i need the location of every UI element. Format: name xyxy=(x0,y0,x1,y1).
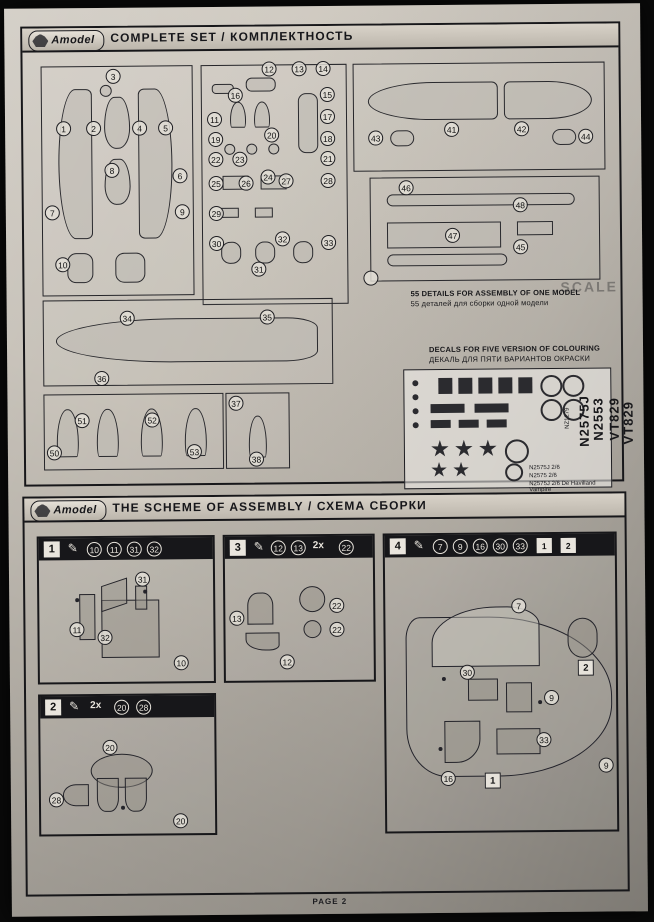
step-4-part: 9 xyxy=(453,538,468,553)
part-number: 2 xyxy=(86,121,101,136)
decal-mark xyxy=(458,378,472,394)
part-number: 6 xyxy=(172,168,187,183)
step-3 xyxy=(223,534,376,683)
sprue-d xyxy=(43,298,334,387)
callout: 9 xyxy=(599,758,614,773)
step-3-part: 22 xyxy=(339,539,354,554)
part-number: 29 xyxy=(209,206,224,221)
logo-mark-icon xyxy=(34,504,50,517)
callout: 31 xyxy=(135,572,150,587)
decal-mark xyxy=(431,420,451,428)
brand-logo xyxy=(28,30,104,52)
part-number: 9 xyxy=(175,204,190,219)
part-number: 4 xyxy=(132,121,147,136)
part-number: 10 xyxy=(55,257,70,272)
part-shape xyxy=(104,97,130,149)
part-shape xyxy=(230,102,246,128)
step-4-square: 2 xyxy=(561,537,576,552)
decal-roundel xyxy=(540,375,562,397)
sprue-e xyxy=(43,393,224,471)
step-4-number: 4 xyxy=(390,538,406,554)
part-number: 3 xyxy=(106,69,121,84)
glue-icon: ✎ xyxy=(253,539,264,554)
brand-logo-2 xyxy=(30,500,106,522)
part-number: 16 xyxy=(228,88,243,103)
decal-mark xyxy=(413,408,419,414)
glue-icon: ✎ xyxy=(69,699,80,714)
page-footer: PAGE 2 xyxy=(312,896,348,907)
callout: 20 xyxy=(173,813,188,828)
step-3-part: 13 xyxy=(291,540,306,555)
callout-square: 2 xyxy=(578,660,594,676)
decal-mark xyxy=(431,404,465,413)
step-2-part: 20 xyxy=(114,699,129,714)
glue-icon: ✎ xyxy=(67,541,78,556)
glue-point xyxy=(143,590,147,594)
decal-serial: N2575J xyxy=(576,395,592,447)
step-4-part: 7 xyxy=(433,538,448,553)
step-1-part: 11 xyxy=(107,541,122,556)
part-number: 51 xyxy=(75,413,90,428)
glue-icon: ✎ xyxy=(413,538,424,553)
part-shape xyxy=(221,242,241,264)
part-number: 27 xyxy=(278,173,293,188)
part-number: 46 xyxy=(399,180,414,195)
part-shape xyxy=(100,85,112,97)
brand-name: Amodel xyxy=(51,34,95,47)
step-1 xyxy=(37,535,216,685)
callout: 22 xyxy=(329,622,344,637)
callout: 7 xyxy=(511,598,526,613)
decal-serial-small: NZ1279 xyxy=(564,407,571,429)
decal-label: N2575J 2/6 xyxy=(529,464,560,472)
complete-set-title-bar xyxy=(22,23,618,52)
callout: 11 xyxy=(69,622,84,637)
part-shape xyxy=(138,88,173,238)
part-number: 1 xyxy=(56,121,71,136)
callout: 30 xyxy=(460,665,475,680)
glue-point xyxy=(442,677,446,681)
callout: 12 xyxy=(280,654,295,669)
complete-set-title: COMPLETE SET / КОМПЛЕКТНОСТЬ xyxy=(110,28,354,45)
callout: 16 xyxy=(441,771,456,786)
part-number: 47 xyxy=(445,228,460,243)
logo-mark-icon xyxy=(32,34,48,47)
sprue-c-upper xyxy=(353,62,606,172)
part-number: 31 xyxy=(251,262,266,277)
decal-mark xyxy=(518,377,532,393)
step-2-multiplier: 2x xyxy=(90,699,102,712)
part-number xyxy=(363,271,378,286)
part-number: 14 xyxy=(316,61,331,76)
callout: 33 xyxy=(536,732,551,747)
part-shape xyxy=(56,317,318,363)
decals-note-en: DECALS FOR FIVE VERSION OF COLOURING xyxy=(429,343,601,355)
decal-roundel xyxy=(505,463,523,481)
part-number: 32 xyxy=(275,231,290,246)
step-3-header xyxy=(225,536,373,559)
decal-star xyxy=(479,440,497,458)
decal-roundel xyxy=(562,375,584,397)
part-number: 12 xyxy=(262,61,277,76)
scale-ghost-text: SCALE xyxy=(560,278,619,295)
part-number: 30 xyxy=(209,236,224,251)
part-shape xyxy=(517,221,553,235)
part-shape xyxy=(268,143,279,154)
details-note-ru: 55 деталей для сборки одной модели xyxy=(410,298,549,309)
decal-mark xyxy=(413,422,419,428)
decal-star xyxy=(455,440,473,458)
step-3-part: 12 xyxy=(271,540,286,555)
decal-serial: VT829 xyxy=(620,400,636,445)
step-2-number: 2 xyxy=(45,699,61,715)
step-2 xyxy=(38,693,217,837)
step-3-multiplier: 2x xyxy=(312,540,324,552)
part-number: 8 xyxy=(104,163,119,178)
glue-point xyxy=(538,700,542,704)
decal-mark xyxy=(475,403,509,412)
assembly-part xyxy=(246,632,280,650)
part-number: 36 xyxy=(94,371,109,386)
part-shape xyxy=(246,144,257,155)
part-number: 45 xyxy=(513,239,528,254)
part-shape xyxy=(97,409,119,457)
part-number: 34 xyxy=(120,311,135,326)
assembly-part xyxy=(506,682,532,712)
part-shape xyxy=(58,89,93,239)
part-shape xyxy=(387,221,501,248)
step-4-square: 1 xyxy=(537,538,552,553)
decal-roundel xyxy=(540,399,562,421)
part-number: 42 xyxy=(514,121,529,136)
assembly-part xyxy=(303,620,321,638)
part-shape xyxy=(390,130,414,146)
part-number: 53 xyxy=(187,444,202,459)
part-shape xyxy=(387,193,575,207)
decal-mark xyxy=(412,394,418,400)
part-number: 24 xyxy=(260,169,275,184)
part-number: 19 xyxy=(208,132,223,147)
decal-mark xyxy=(498,377,512,393)
part-number: 35 xyxy=(260,309,275,324)
step-4-part: 33 xyxy=(513,538,528,553)
part-number: 28 xyxy=(320,173,335,188)
complete-set-section xyxy=(20,21,636,494)
decal-star xyxy=(453,462,469,478)
decal-label: N2575 2/6 xyxy=(529,472,557,480)
part-shape xyxy=(255,241,275,263)
assembly-part xyxy=(97,778,119,812)
part-number: 44 xyxy=(578,129,593,144)
instruction-page xyxy=(4,3,648,917)
glue-point xyxy=(121,806,125,810)
sprue-c-lower xyxy=(370,176,601,282)
part-shape xyxy=(504,81,592,120)
part-number: 7 xyxy=(45,205,60,220)
decal-sheet xyxy=(403,368,636,494)
assembly-part xyxy=(496,728,540,754)
callout-square: 1 xyxy=(485,772,501,788)
step-1-header xyxy=(39,537,213,561)
decal-mark xyxy=(459,420,479,428)
brand-name-2: Amodel xyxy=(53,504,97,517)
step-3-number: 3 xyxy=(230,540,246,556)
part-shape xyxy=(115,253,145,283)
assembly-title: THE SCHEME OF ASSEMBLY / СХЕМА СБОРКИ xyxy=(112,498,427,515)
part-shape xyxy=(552,129,576,145)
part-shape xyxy=(246,77,276,91)
part-number: 5 xyxy=(158,120,173,135)
assembly-part xyxy=(567,618,597,658)
step-4-part: 16 xyxy=(473,538,488,553)
part-number: 48 xyxy=(513,197,528,212)
part-number: 43 xyxy=(368,130,383,145)
assembly-title-bar xyxy=(24,493,624,522)
decal-roundel xyxy=(505,439,529,463)
part-shape xyxy=(293,241,313,263)
decal-mark xyxy=(478,378,492,394)
sprue-b xyxy=(201,64,349,305)
part-number: 17 xyxy=(320,109,335,124)
part-number: 26 xyxy=(239,176,254,191)
part-shape xyxy=(255,207,273,217)
part-shape xyxy=(67,253,93,283)
decal-mark xyxy=(487,419,507,427)
decal-serial: VT829 xyxy=(606,397,622,441)
decal-serial: N2553 xyxy=(590,397,606,441)
part-number: 11 xyxy=(207,112,222,127)
part-number: 25 xyxy=(209,176,224,191)
part-shape xyxy=(298,93,319,153)
sprue-f xyxy=(225,392,290,469)
assembly-part xyxy=(468,679,498,701)
callout: 20 xyxy=(102,740,117,755)
step-2-part: 28 xyxy=(136,699,151,714)
callout: 28 xyxy=(49,792,64,807)
decal-label: N2575J 2/6 De Havilland Vampire xyxy=(529,480,596,494)
part-number: 15 xyxy=(320,87,335,102)
step-1-part: 10 xyxy=(87,541,102,556)
part-number: 37 xyxy=(228,396,243,411)
part-shape xyxy=(368,81,498,120)
glue-point xyxy=(75,598,79,602)
callout: 13 xyxy=(229,611,244,626)
assembly-part xyxy=(125,778,147,812)
assembly-section xyxy=(22,491,629,896)
part-shape xyxy=(387,253,507,266)
part-number: 18 xyxy=(320,131,335,146)
part-number: 50 xyxy=(47,445,62,460)
part-shape xyxy=(254,101,270,127)
part-number: 20 xyxy=(264,127,279,142)
callout: 10 xyxy=(174,655,189,670)
decal-star xyxy=(431,440,449,458)
step-2-header xyxy=(40,695,214,719)
decal-star xyxy=(431,462,447,478)
step-4 xyxy=(383,531,620,833)
step-1-part: 32 xyxy=(147,541,162,556)
part-number: 33 xyxy=(321,235,336,250)
callout: 9 xyxy=(544,690,559,705)
step-4-part: 30 xyxy=(493,538,508,553)
step-1-part: 31 xyxy=(127,541,142,556)
callout: 32 xyxy=(97,630,112,645)
assembly-part xyxy=(63,784,89,806)
part-number: 41 xyxy=(444,122,459,137)
part-number: 38 xyxy=(249,452,264,467)
part-number: 13 xyxy=(292,61,307,76)
assembly-part xyxy=(247,592,273,624)
part-number: 52 xyxy=(145,412,160,427)
callout: 22 xyxy=(329,598,344,613)
decals-note-ru: ДЕКАЛЬ ДЛЯ ПЯТИ ВАРИАНТОВ ОКРАСКИ xyxy=(429,353,591,365)
step-4-header xyxy=(385,533,615,557)
part-number: 21 xyxy=(320,151,335,166)
decal-mark xyxy=(438,378,452,394)
part-number: 23 xyxy=(232,152,247,167)
assembly-part xyxy=(299,586,325,612)
glue-point xyxy=(439,747,443,751)
sprue-a xyxy=(41,65,195,296)
part-number: 22 xyxy=(208,152,223,167)
decal-mark xyxy=(412,380,418,386)
canopy-part xyxy=(431,606,540,667)
step-1-number: 1 xyxy=(44,541,60,557)
details-note-en: 55 DETAILS FOR ASSEMBLY OF ONE MODEL xyxy=(410,287,581,299)
